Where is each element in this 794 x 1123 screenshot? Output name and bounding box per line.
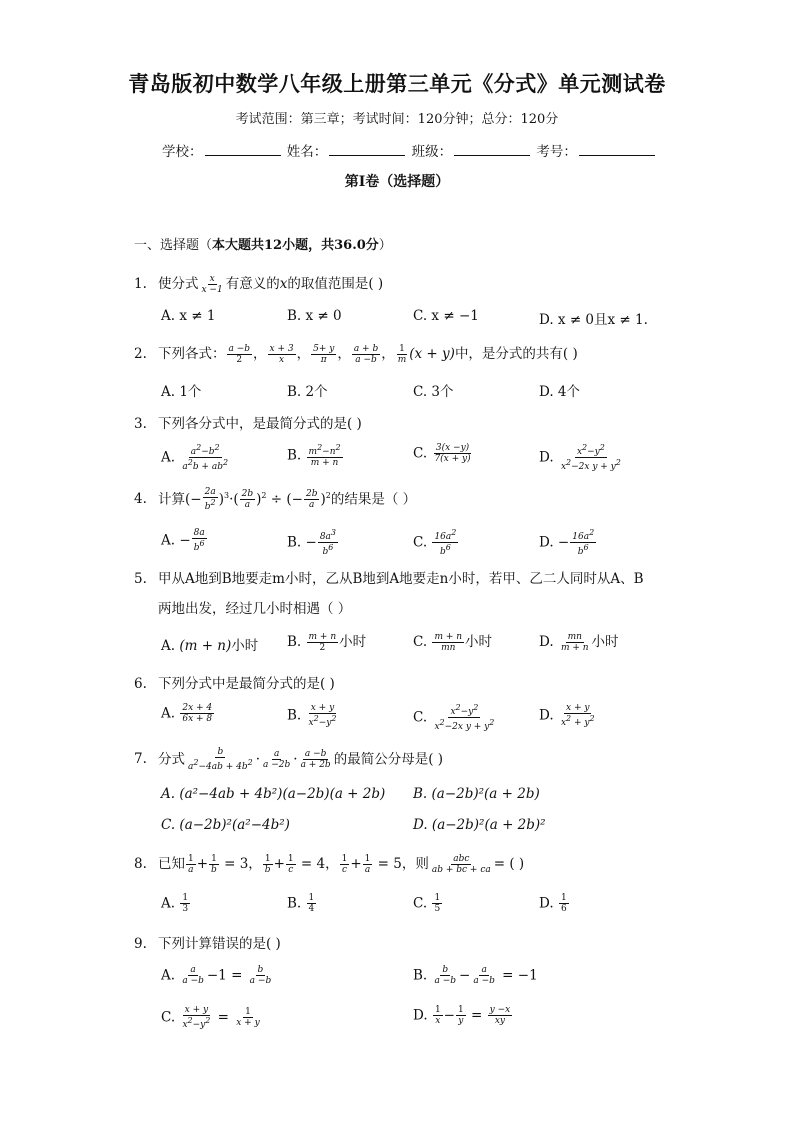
q6-option-a[interactable]: A. $\frac{2x + 4}{6x + 8}$ xyxy=(161,703,213,725)
student-info-line xyxy=(162,140,657,160)
question-5: 5. 甲从A地到B地要走m小时，乙从B地到A地要走n小时，若甲、乙二人同时从A、B xyxy=(134,571,644,587)
question-4: 4. 计算(− $\frac{2a}{b^2}$ )$^3$·( $\frac{2b}{a}$ )$^2$ ÷ (− $\frac{2b}{a}$ )$^2$的结果是（ ） xyxy=(134,487,417,513)
question-7: 7. 分式 $\frac{b}{a^2-4ab + 4b^2}$ · $\frac{a}{a -2b}$ · $\frac{a -b}{a + 2b}$ 的最简公分母是( ) xyxy=(134,747,444,773)
q8-option-a[interactable]: A. $\frac{1}{3}$ xyxy=(161,893,189,915)
exam-subtitle: 考试范围：第三章；考试时间：120分钟；总分：120分 xyxy=(235,112,559,127)
q3-option-a[interactable]: A. $\frac{a^2-b^2}{a^2b + ab^2}$ xyxy=(161,443,229,473)
question-1: 1. 使分式 $\frac{x}{x -1}$ 有意义的x的取值范围是( ) xyxy=(134,273,384,295)
q8-option-d[interactable]: D. $\frac{1}{6}$ xyxy=(539,893,567,915)
q5-option-a[interactable]: A. (m + n)小时 xyxy=(161,638,259,654)
exam-no-blank[interactable] xyxy=(579,143,655,156)
q2-option-a[interactable]: A. 1个 xyxy=(161,384,202,400)
name-label: 姓名： xyxy=(286,144,328,160)
volume-heading: 第I卷（选择题） xyxy=(344,174,450,190)
q3-option-c[interactable]: C. $\frac{3(x -y)}{7(x + y)}$ xyxy=(413,443,471,465)
q4-option-a[interactable]: A. − $\frac{8a}{b^6}$ xyxy=(161,528,205,554)
q7-option-c[interactable]: C. (a−2b)²(a²−4b²) xyxy=(161,817,290,833)
q9-option-d[interactable]: D. $\frac{1}{x}$ − $\frac{1}{y}$ = $\frac{y -x}{xy}$ xyxy=(413,1005,511,1027)
q5-option-b[interactable]: B. $\frac{m + n}{2}$ 小时 xyxy=(287,631,367,653)
class-blank[interactable] xyxy=(454,143,530,156)
school-label: 学校： xyxy=(162,144,203,160)
q4-option-c[interactable]: C. $\frac{16a^2}{b^6}$ xyxy=(413,528,457,558)
q5-option-c[interactable]: C. $\frac{m + n}{mn}$ 小时 xyxy=(413,631,493,653)
class-label: 班级： xyxy=(411,144,453,160)
q8-option-b[interactable]: B. $\frac{1}{4}$ xyxy=(287,893,315,915)
q9-option-c[interactable]: C. $\frac{x + y}{x^2-y^2}$ = $\frac{1}{x + y}$ xyxy=(161,1005,260,1031)
q1-option-a[interactable]: A. x ≠ 1 xyxy=(161,308,216,324)
q7-option-b[interactable]: B. (a−2b)²(a + 2b) xyxy=(413,786,540,802)
q2-option-c[interactable]: C. 3个 xyxy=(413,384,454,400)
q9-option-b[interactable]: B. $\frac{b}{a -b}$ − $\frac{a}{a -b}$ = −1 xyxy=(413,965,538,987)
question-6: 6. 下列分式中是最简分式的是( ) xyxy=(134,676,335,692)
question-9: 9. 下列计算错误的是( ) xyxy=(134,936,281,952)
question-5-line-2: 两地出发，经过几小时相遇（ ） xyxy=(158,601,352,617)
q5-option-d[interactable]: D. $\frac{mn}{m + n}$ 小时 xyxy=(539,631,619,653)
question-2: 2. 下列各式： $\frac{a -b}{2}$ ， $\frac{x + 3}{x}$ ， $\frac{5+ y}{\pi}$ ， $\frac{a + b}{a -b}$ ， $\frac{1}{m}$ (x + y)中，是分式的共有( ) xyxy=(134,343,578,365)
q4-option-b[interactable]: B. − $\frac{8a^3}{b^6}$ xyxy=(287,528,337,558)
q1-option-d[interactable]: D. x ≠ 0且x ≠ 1. xyxy=(539,312,648,328)
q1-option-b[interactable]: B. x ≠ 0 xyxy=(287,308,342,324)
q3-option-b[interactable]: B. $\frac{m^2-n^2}{m + n}$ xyxy=(287,443,341,469)
q1-option-c[interactable]: C. x ≠ −1 xyxy=(413,308,479,324)
question-3: 3. 下列各分式中，是最简分式的是( ) xyxy=(134,416,362,432)
q6-option-d[interactable]: D. $\frac{x + y}{x^2 + y^2}$ xyxy=(539,703,595,729)
name-blank[interactable] xyxy=(329,143,405,156)
school-blank[interactable] xyxy=(205,143,281,156)
page-title: 青岛版初中数学八年级上册第三单元《分式》单元测试卷 xyxy=(128,71,666,96)
question-8: 8. 已知 $\frac{1}{a}$ + $\frac{1}{b}$ = 3， $\frac{1}{b}$ + $\frac{1}{c}$ = 4， $\frac{1}{c}$ + $\frac{1}{a}$ = 5，则 $\frac{\text{abc}}{ab + bc + ca}$ = ( ) xyxy=(134,853,525,875)
q9-option-a[interactable]: A. $\frac{a}{a -b}$ −1 = $\frac{b}{a -b}$ xyxy=(161,965,272,987)
q6-option-b[interactable]: B. $\frac{x + y}{x^2-y^2}$ xyxy=(287,703,337,729)
q3-option-d[interactable]: D. $\frac{x^2-y^2}{x^2-2x y + y^2}$ xyxy=(539,443,621,473)
section-heading: 一、选择题（本大题共12小题，共36.0分） xyxy=(134,238,392,253)
exam-no-label: 考号： xyxy=(536,144,577,160)
q8-option-c[interactable]: C. $\frac{1}{5}$ xyxy=(413,893,441,915)
q6-option-c[interactable]: C. $\frac{x^2-y^2}{x^2-2x y + y^2}$ xyxy=(413,703,495,733)
q4-option-d[interactable]: D. − $\frac{16a^2}{b^6}$ xyxy=(539,528,595,558)
q7-option-a[interactable]: A. (a²−4ab + 4b²)(a−2b)(a + 2b) xyxy=(161,786,386,802)
q7-option-d[interactable]: D. (a−2b)²(a + 2b)² xyxy=(413,817,546,833)
q2-option-d[interactable]: D. 4个 xyxy=(539,384,581,400)
q2-option-b[interactable]: B. 2个 xyxy=(287,384,328,400)
